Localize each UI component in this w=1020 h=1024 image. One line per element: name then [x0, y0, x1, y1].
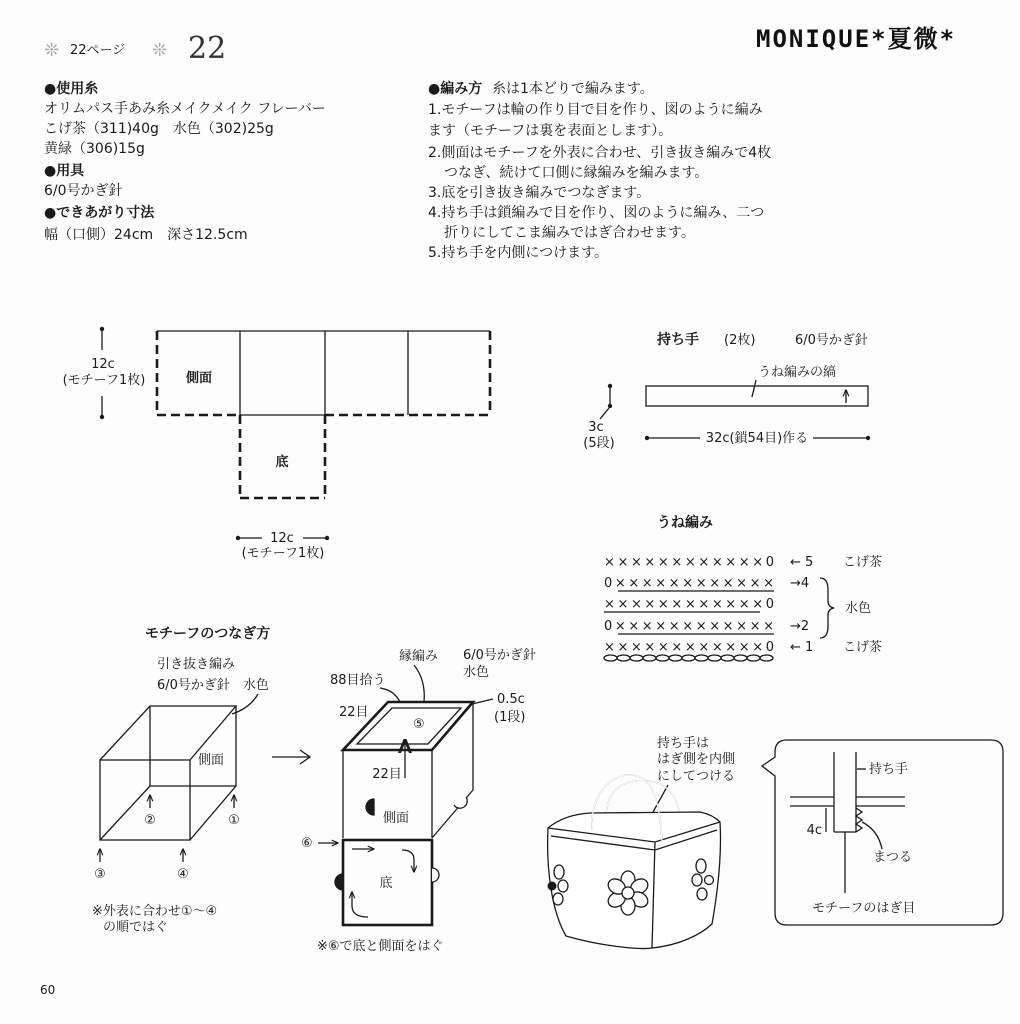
instruction-line: 4.持ち手は鎖編みで目を作り、図のように編み、二つ: [428, 205, 765, 221]
foundation-chain: [604, 655, 773, 661]
instruction-line: 折りにしてこま編みではぎ合わせます。: [444, 225, 695, 241]
flower-center: [622, 887, 634, 899]
joining-step1: [92, 625, 270, 935]
motif-flower-edge: [432, 868, 439, 882]
pickup-label: 88目拾う: [330, 673, 386, 688]
height-dimension: 12c: [91, 357, 115, 372]
yarn-heading: ●使用糸: [44, 81, 99, 97]
height-dimension-note: (モチーフ1枚): [62, 373, 146, 388]
pickup-leader: [380, 688, 400, 702]
flower-petal: [553, 893, 563, 905]
width-dimension: 12c: [270, 531, 294, 546]
dimension-dot: [608, 404, 612, 408]
box-front-face: [100, 760, 190, 840]
handle-length: 32c(鎖54目)作る: [705, 431, 809, 446]
whip-stitch: [856, 808, 862, 832]
handle-rows: (5段): [583, 436, 615, 451]
step-arrow: [272, 750, 310, 764]
instruction-line: 2.側面はモチーフを外表に合わせ、引き抜き編みで4枚: [428, 145, 772, 161]
stripe-leader: [752, 380, 756, 397]
detail-seam-label: モチーフのはぎ目: [812, 901, 916, 916]
flower-petal: [696, 859, 706, 873]
bottom-join-note: ※⑥で底と側面をはぐ: [317, 939, 444, 954]
instruction-line: 1.モチーフは輪の作り目で目を作り、図のように編み: [428, 102, 763, 118]
chart-row-color: こげ茶: [843, 640, 883, 655]
join-hook-color: 6/0号かぎ針 水色: [157, 678, 269, 693]
yarn-line: こげ茶（311)40g 水色（302)25g: [44, 121, 274, 137]
side-label: 側面: [186, 371, 213, 386]
seam-mark: ④: [177, 867, 189, 882]
dimension-dot: [100, 415, 104, 419]
bottom-arrow: [402, 850, 414, 872]
dimension-dot: [608, 384, 612, 388]
handle-height: 3c: [588, 420, 604, 435]
box-face-label: 側面: [198, 753, 225, 768]
color-bracket: [820, 578, 834, 638]
handle-count: (2枚): [724, 333, 756, 348]
box-top-edges: [100, 706, 236, 760]
instructions-heading: ●編み方: [428, 81, 483, 97]
page-reference: 22ページ: [70, 43, 126, 58]
motif-flower-edge: [366, 799, 374, 815]
detail-stitch-leader: [862, 822, 882, 849]
bottom-label: 底: [379, 876, 393, 891]
page-number: 60: [40, 983, 56, 997]
join-note-line: ※外表に合わせ①〜④: [92, 904, 218, 919]
chart-title: うね編み: [657, 515, 713, 531]
seam-mark: ③: [94, 867, 106, 882]
yarn-line: 黄緑（306)15g: [44, 141, 145, 157]
flower-petal: [554, 865, 564, 879]
handle-hook: 6/0号かぎ針: [795, 333, 868, 348]
box-face-label: 側面: [382, 811, 410, 826]
handle-strip: [646, 386, 868, 406]
attach-note-line: 持ち手は: [657, 736, 710, 751]
finished-bag-illustration: [548, 735, 736, 949]
edging-label: 縁編み: [399, 649, 439, 664]
edging-color: 水色: [463, 665, 490, 680]
tools-heading: ●用具: [44, 163, 85, 179]
yarn-line: オリムパス手あみ糸メイクメイク フレーバー: [44, 101, 326, 117]
join-mark: ⑥: [301, 836, 313, 851]
stripe-label: うね編みの縞: [758, 365, 837, 380]
chart-row-color: こげ茶: [843, 555, 883, 570]
rim-dimension: 0.5c: [497, 692, 525, 707]
chart-row-arrow: ← 1: [790, 640, 814, 655]
rim-inner: [357, 708, 461, 744]
snowflake-icon: ❊: [44, 40, 60, 61]
chart-row-arrow: ← 5: [790, 555, 814, 570]
detail-handle-label: 持ち手: [869, 762, 909, 777]
rim-leader: [472, 699, 493, 704]
flower-petal: [558, 880, 568, 892]
tools-text: 6/0号かぎ針: [44, 183, 123, 199]
seam-mark: ①: [228, 813, 240, 828]
join-note-line: の順ではぐ: [103, 920, 169, 935]
flower-center: [705, 876, 714, 885]
box-hidden-edge: [100, 786, 150, 840]
instruction-line: 3.底を引き抜き編みでつなぎます。: [428, 185, 651, 201]
size-heading: ●できあがり寸法: [44, 205, 155, 221]
width-dimension-note: (モチーフ1枚): [241, 546, 325, 561]
motif-layout-diagram: [63, 327, 490, 561]
instructions-note: 糸は1本どりで編みます。: [492, 81, 654, 97]
snowflake-icon: ❊: [152, 40, 168, 61]
chart-row-symbols: ××××××××××××0: [604, 640, 774, 655]
handle-diagram: [583, 331, 870, 451]
chart-row-arrow: →2: [790, 619, 810, 634]
attach-note-line: はぎ側を内側: [657, 752, 736, 767]
instruction-line: ます（モチーフは裏を表面とします）。: [428, 123, 673, 139]
step-mark: ⑤: [413, 717, 425, 732]
overlap-dimension-label: 4c: [806, 823, 822, 838]
detail-stitch-label: まつる: [873, 850, 913, 865]
joining-title: モチーフのつなぎ方: [145, 626, 271, 642]
pattern-number: 22: [188, 31, 227, 66]
une-stitch-chart: [604, 514, 882, 661]
chart-row-symbols: 0××××××××××××: [604, 576, 774, 591]
box-hidden-edges: [150, 706, 236, 786]
dimension-dot: [236, 536, 240, 540]
instruction-line: つなぎ、続けて口側に縁編みを編みます。: [444, 165, 709, 181]
motif-flower-edge: [454, 797, 467, 808]
chart-row-symbols: 0××××××××××××: [604, 619, 774, 634]
dimension-dot: [645, 436, 649, 440]
join-technique: 引き抜き編み: [157, 657, 236, 672]
joining-step2: [301, 647, 536, 954]
height-leader: [600, 408, 609, 419]
top-stitch-count: 22目: [339, 705, 369, 720]
flower-petal: [692, 874, 702, 886]
size-text: 幅（口側）24cm 深さ12.5cm: [44, 227, 248, 243]
rim-rows: (1段): [494, 710, 526, 725]
edging-leader: [414, 665, 424, 702]
front-stitch-count: 22目: [372, 767, 402, 782]
dimension-dot: [866, 436, 870, 440]
dimension-dot: [100, 327, 104, 331]
attach-note-line: にしてつける: [657, 769, 736, 784]
instruction-line: 5.持ち手を内側につけます。: [428, 245, 608, 261]
bracket-color-label: 水色: [845, 601, 872, 616]
bottom-label: 底: [275, 455, 289, 470]
chart-row-arrow: →4: [790, 576, 810, 591]
flower-petal: [697, 888, 707, 900]
seam-mark: ②: [144, 813, 156, 828]
handle-title: 持ち手: [657, 332, 699, 348]
edging-hook: 6/0号かぎ針: [463, 648, 536, 663]
flower-center: [548, 882, 557, 891]
chart-row-symbols: ××××××××××××0: [604, 597, 774, 612]
attach-detail-callout: [762, 740, 1003, 925]
dimension-dot: [325, 536, 329, 540]
motif-flower-edge: [335, 874, 343, 890]
bottom-arrow: [352, 892, 368, 917]
chart-row-symbols: ××××××××××××0: [604, 555, 774, 570]
watermark-stamp: MONIQUE*夏微*: [756, 25, 957, 53]
